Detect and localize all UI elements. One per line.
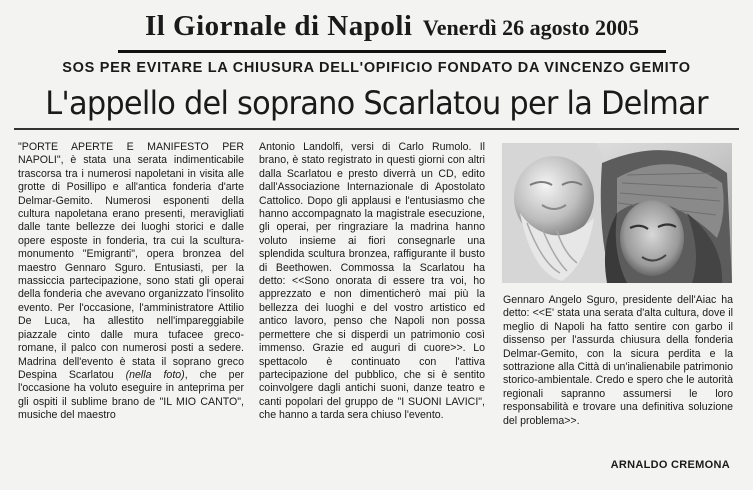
newspaper-name: Il Giornale di Napoli bbox=[144, 10, 413, 42]
column-1-text: "PORTE APERTE E MANIFESTO PER NAPOLI", è stata una serata indimenticabile trascorsa tra i numerosi napoletani in visita alle grotte di Posillipo e all'antica fonderia d'arte Delmar-Gemito. Numerosi esponenti della cultura napoletana erano presenti, meravigliati dalle tante bellezze dei luoghi storici e dalle opere esposte in fonderia, tra cui la scultura-monumento "Emigranti", opera bronzea del maestro Gennaro Sguro. Entusiasti, per la massiccia partecipazione, sono stati gli operai della fonderia che avevano organizzato l'insolito evento. Per l'occasione, l'amministratore Attilio De Luca, ha allestito nell'impareggiabile piazzale cinto dalle mura tufacee greco-romane, il palco con numerosi posti a sedere. Madrina dell'evento è stata il soprano greco Despina Scarlatou bbox=[18, 141, 244, 381]
author-byline: ARNALDO CREMONA bbox=[610, 459, 730, 471]
issue-date: Venerdì 26 agosto 2005 bbox=[422, 15, 640, 40]
article-kicker: SOS PER EVITARE LA CHIUSURA DELL'OPIFICIO FONDATO DA VINCENZO GEMITO bbox=[62, 60, 691, 76]
article-column-1 bbox=[18, 141, 244, 481]
article-column-3 bbox=[503, 294, 733, 454]
soprano-photo bbox=[502, 143, 732, 283]
headline-rule bbox=[14, 128, 739, 130]
article-headline: L'appello del soprano Scarlatou per la Delmar bbox=[45, 84, 708, 122]
photo-image bbox=[502, 143, 732, 283]
photo-reference: (nella foto) bbox=[125, 368, 185, 381]
column-2-text: Antonio Landolfi, versi di Carlo Rumolo. Il brano, è stato registrato in questi giorni con altri dalla Scarlatou e presto diverrà un CD, edito dall'Associazione Internazionale di Apostolato Cattolico. Dopo gli applausi e l'entusiasmo che hanno accompagnato la magistrale esecuzione, gli operai, per ringraziare la madrina hanno voluto insieme ai fiori consegnarle una splendida scultura bronzea, raffigurante il busto di Beethowen. Commossa la Scarlatou ha detto: <<Sono onorata di essere tra voi, ho apprezzato e non dimenticherò mai più la bellezza dei luoghi e del vostro artistico ed antico lavoro, penso che Napoli non possa permettere che si disperdi un patrimonio così immenso. Grazie ed auguri di cuore>>. Lo spettacolo è continuato con l'attiva partecipazione del pubblico, che si è sentito coinvolgere dagli antichi suoni, danze teatro e canti popolari del gruppo de "I SUONI LAVICI", che hanno a tarda sera chiuso l'evento. bbox=[259, 141, 485, 422]
column-1-text-continued: , che per l'occasione ha voluto eseguire in anteprima per gli ospiti il sublime brano de "IL MIO CANTO", musiche del maestro bbox=[18, 368, 244, 422]
masthead bbox=[118, 10, 666, 53]
column-3-text: Gennaro Angelo Sguro, presidente dell'Aiac ha detto: <<E' stata una serata d'alta cultura, dove il meglio di Napoli ha fatto sentire con garbo il dissenso per l'assurda chiusura della fonderia Delmar-Gemito, con la sicura perdita e la sottrazione alla Città di un'inalienabile patrimonio storico-ambientale. Credo e spero che le autorità regionali sapranno assumersi le loro responsabilità e trovare una definitiva soluzione del problema>>. bbox=[503, 294, 733, 427]
article-column-2 bbox=[259, 141, 485, 481]
